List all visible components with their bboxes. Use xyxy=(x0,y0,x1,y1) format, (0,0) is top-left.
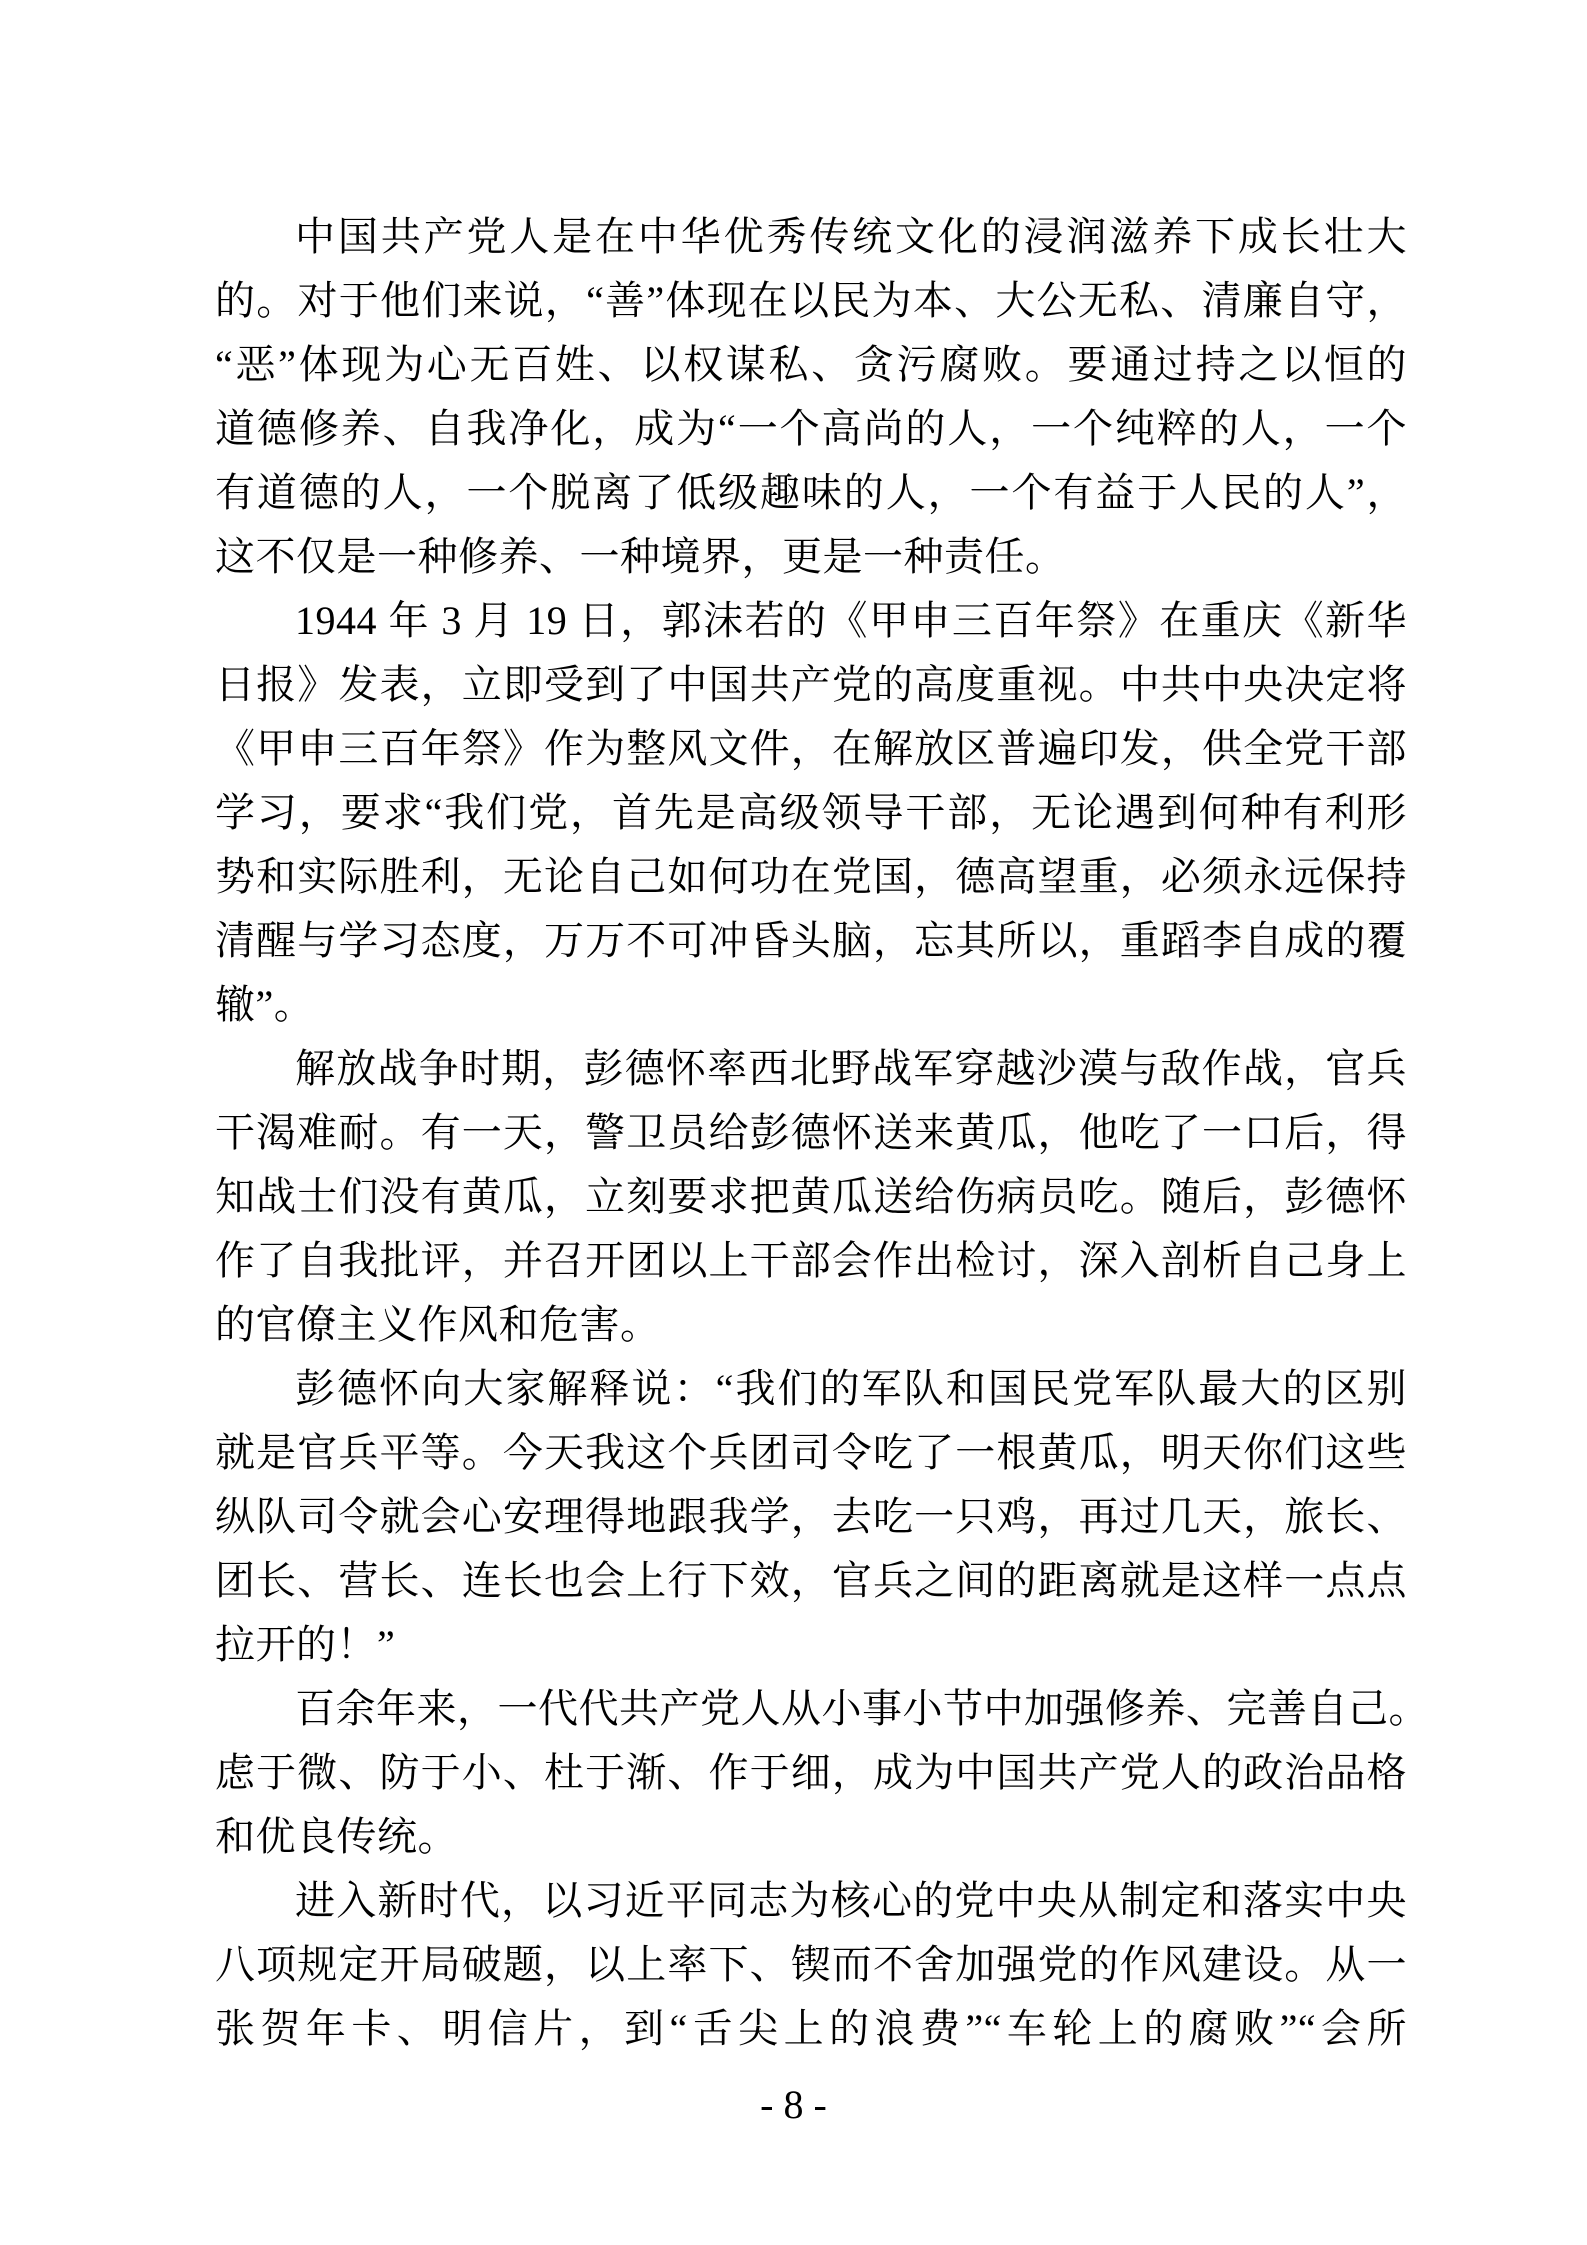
page-number: - 8 - xyxy=(760,2082,827,2127)
text-line: 干渴难耐。有一天，警卫员给彭德怀送来黄瓜，他吃了一口后，得 xyxy=(215,1110,1407,1155)
text-line: 作了自我批评，并召开团以上干部会作出检讨，深入剖析自己身上 xyxy=(215,1238,1407,1283)
text-line: 和优良传统。 xyxy=(215,1814,458,1859)
paragraph xyxy=(215,589,1407,1037)
text-line: 清醒与学习态度，万万不可冲昏头脑，忘其所以，重蹈李自成的覆 xyxy=(215,918,1407,963)
text-line: 这不仅是一种修养、一种境界，更是一种责任。 xyxy=(215,534,1066,579)
text-line: 团长、营长、连长也会上行下效，官兵之间的距离就是这样一点点 xyxy=(215,1558,1407,1603)
text-line: 知战士们没有黄瓜，立刻要求把黄瓜送给伤病员吃。随后，彭德怀 xyxy=(215,1174,1407,1219)
text-line: 虑于微、防于小、杜于渐、作于细，成为中国共产党人的政治品格 xyxy=(215,1750,1407,1795)
text-line: 辙”。 xyxy=(215,982,315,1027)
text-line: 拉开的！” xyxy=(215,1622,396,1667)
text-line: 学习，要求“我们党，首先是高级领导干部，无论遇到何种有利形 xyxy=(215,790,1407,835)
text-line: 解放战争时期，彭德怀率西北野战军穿越沙漠与敌作战，官兵 xyxy=(295,1046,1407,1091)
text-line: 八项规定开局破题，以上率下、锲而不舍加强党的作风建设。从一 xyxy=(215,1942,1407,1987)
text-line: 百余年来，一代代共产党人从小事小节中加强修养、完善自己。 xyxy=(295,1686,1429,1731)
paragraph xyxy=(215,1869,1407,2061)
text-line: 日报》发表，立即受到了中国共产党的高度重视。中共中央决定将 xyxy=(215,662,1407,707)
text-line: 势和实际胜利，无论自己如何功在党国，德高望重，必须永远保持 xyxy=(215,854,1407,899)
paragraph xyxy=(215,1357,1407,1677)
text-line: 有道德的人，一个脱离了低级趣味的人，一个有益于人民的人”， xyxy=(215,470,1407,515)
text-line: 就是官兵平等。今天我这个兵团司令吃了一根黄瓜，明天你们这些 xyxy=(215,1430,1407,1475)
text-line: 1944 年 3 月 19 日，郭沫若的《甲申三百年祭》在重庆《新华 xyxy=(295,598,1407,643)
text-line: 彭德怀向大家解释说：“我们的军队和国民党军队最大的区别 xyxy=(295,1366,1407,1411)
text-line: 的。对于他们来说，“善”体现在以民为本、大公无私、清廉自守， xyxy=(215,278,1407,323)
text-line: 张贺年卡、明信片，到“舌尖上的浪费”“车轮上的腐败”“会所 xyxy=(215,2006,1407,2051)
paragraph xyxy=(215,1037,1407,1357)
text-line: 《甲申三百年祭》作为整风文件，在解放区普遍印发，供全党干部 xyxy=(215,726,1407,771)
paragraph xyxy=(215,205,1407,589)
text-line: 纵队司令就会心安理得地跟我学，去吃一只鸡，再过几天，旅长、 xyxy=(215,1494,1407,1539)
text-line: 道德修养、自我净化，成为“一个高尚的人，一个纯粹的人，一个 xyxy=(215,406,1407,451)
text-line: 进入新时代，以习近平同志为核心的党中央从制定和落实中央 xyxy=(295,1878,1407,1923)
text-line: “恶”体现为心无百姓、以权谋私、贪污腐败。要通过持之以恒的 xyxy=(215,342,1407,387)
document-body xyxy=(215,205,1429,2061)
text-line: 的官僚主义作风和危害。 xyxy=(215,1302,661,1347)
paragraph xyxy=(215,1677,1429,1869)
text-line: 中国共产党人是在中华优秀传统文化的浸润滋养下成长壮大 xyxy=(295,214,1407,259)
